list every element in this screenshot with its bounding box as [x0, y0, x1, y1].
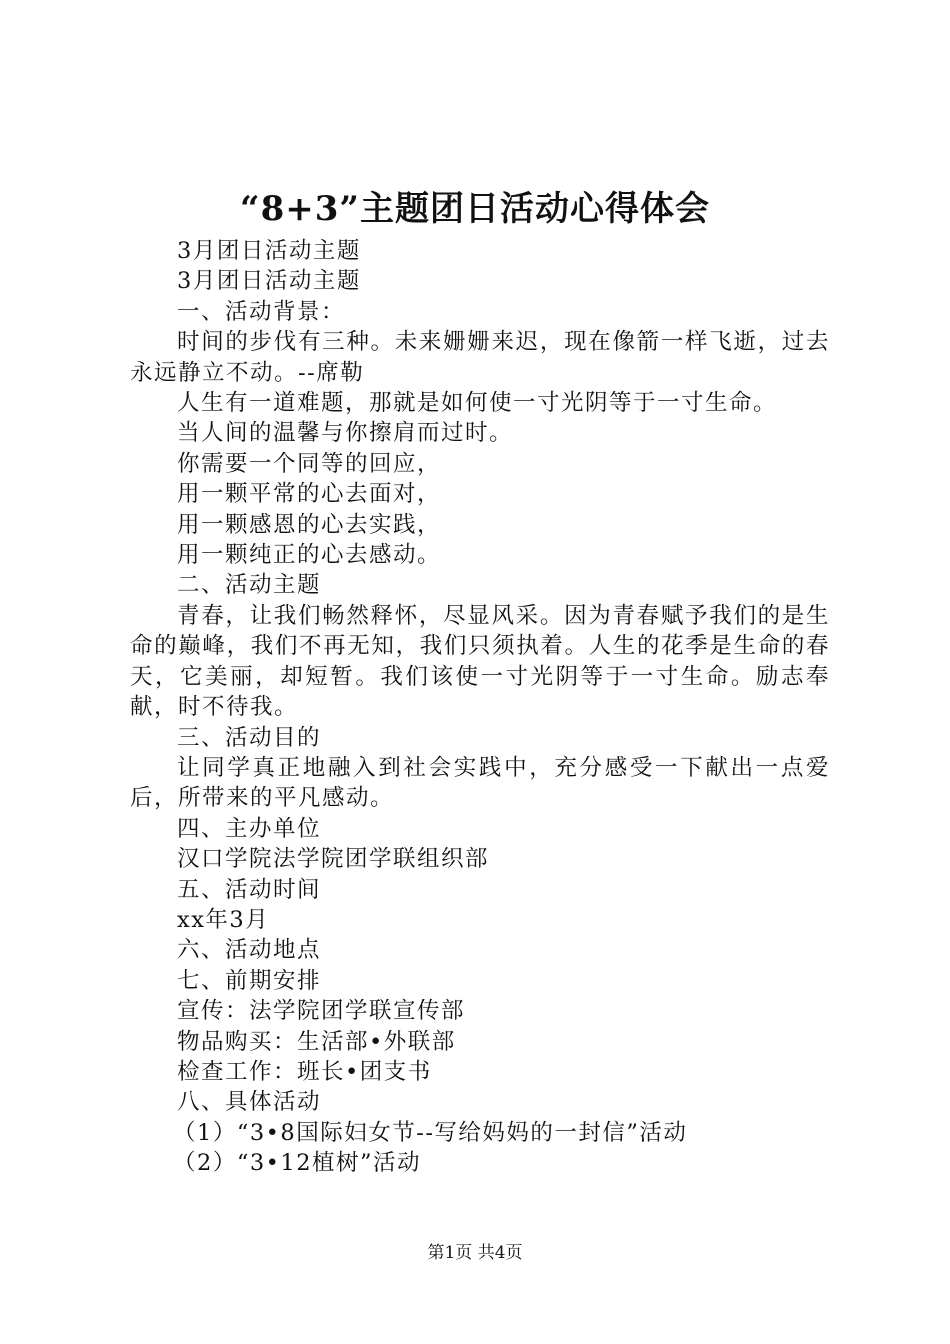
- paragraph: 用一颗平常的心去面对，: [177, 481, 442, 508]
- section-heading: 三、活动目的: [177, 724, 322, 751]
- document-body: [130, 236, 830, 1179]
- page-footer: 第1页 共4页: [427, 1243, 523, 1263]
- paragraph: 用一颗纯正的心去感动。: [177, 542, 442, 569]
- section-heading: 五、活动时间: [177, 876, 322, 903]
- list-item: （1）“3•8国际妇女节--写给妈妈的一封信”活动: [173, 1119, 688, 1146]
- paragraph: 3月团日活动主题: [177, 268, 361, 295]
- paragraph: 用一颗感恩的心去实践，: [177, 511, 442, 538]
- section-heading: 八、具体活动: [177, 1089, 322, 1116]
- paragraph: xx年3月: [177, 906, 270, 933]
- section-heading: 一、活动背景：: [177, 298, 346, 325]
- section-heading: 四、主办单位: [177, 815, 322, 842]
- paragraph: 时间的步伐有三种。未来姗姗来迟，现在像箭一样飞逝，过去永远静立不动。--席勒: [130, 329, 830, 386]
- section-heading: 六、活动地点: [177, 937, 322, 964]
- paragraph: 青春，让我们畅然释怀，尽显风采。因为青春赋予我们的是生命的巅峰，我们不再无知，我们只须执着。人生的花季是生命的春天，它美丽，却短暂。我们该使一寸光阴等于一寸生命。励志奉献，时不待我。: [130, 602, 830, 721]
- paragraph: 让同学真正地融入到社会实践中，充分感受一下献出一点爱后，所带来的平凡感动。: [130, 754, 830, 812]
- paragraph: 当人间的温馨与你擦肩而过时。: [177, 420, 514, 447]
- paragraph: 宣传：法学院团学联宣传部: [177, 998, 466, 1025]
- paragraph: 人生有一道难题，那就是如何使一寸光阴等于一寸生命。: [177, 390, 778, 417]
- paragraph: 你需要一个同等的回应，: [177, 450, 442, 477]
- paragraph: 汉口学院法学院团学联组织部: [177, 846, 490, 873]
- paragraph: 3月团日活动主题: [177, 238, 361, 264]
- list-item: （2）“3•12植树”活动: [173, 1150, 422, 1177]
- document-title: “8+3”主题团日活动心得体会: [240, 189, 710, 229]
- section-heading: 七、前期安排: [177, 967, 322, 994]
- paragraph: 检查工作：班长•团支书: [177, 1058, 432, 1085]
- paragraph: 物品购买：生活部•外联部: [177, 1028, 456, 1055]
- section-heading: 二、活动主题: [177, 572, 322, 599]
